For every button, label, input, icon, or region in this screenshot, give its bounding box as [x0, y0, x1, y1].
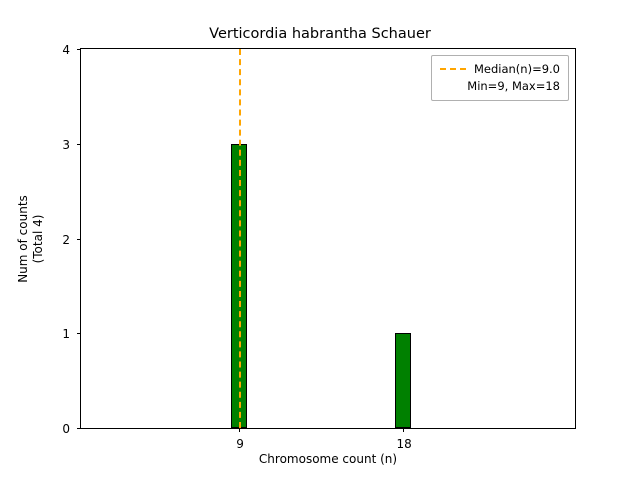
y-axis-label-line2: (Total 4)	[31, 214, 45, 263]
ytick-2	[62, 232, 81, 247]
legend-label-minmax: Min=9, Max=18	[467, 78, 560, 93]
x-axis-label: Chromosome count (n)	[258, 452, 398, 466]
ytick-label-2: 2	[62, 232, 70, 247]
ytick-label-1: 1	[62, 327, 70, 342]
ytick-3	[62, 137, 81, 152]
ytick-label-0: 0	[62, 422, 70, 436]
chart-title: Verticordia habrantha Schauer	[209, 26, 431, 42]
legend-entry-median	[440, 61, 560, 78]
legend-entry-minmax	[440, 78, 560, 95]
ytick-1	[62, 327, 81, 342]
ytick-label-3: 3	[62, 137, 70, 152]
y-axis-label-wrap	[16, 48, 45, 429]
xtick-18	[396, 428, 412, 451]
ytick-4	[62, 43, 81, 57]
xtick-label-9: 9	[236, 437, 244, 451]
xtick-label-18: 18	[396, 437, 412, 451]
ytick-0	[62, 422, 81, 436]
xtick-9	[236, 428, 244, 451]
chart-legend	[431, 55, 569, 101]
plot-area	[62, 43, 576, 451]
legend-dash-icon	[440, 68, 466, 70]
y-axis-label	[16, 195, 46, 283]
median-line	[239, 49, 241, 428]
ytick-label-4: 4	[62, 43, 70, 57]
legend-label-median: Median(n)=9.0	[473, 62, 560, 76]
bar-18	[395, 333, 411, 428]
y-axis-label-line1: Num of counts	[16, 194, 30, 283]
